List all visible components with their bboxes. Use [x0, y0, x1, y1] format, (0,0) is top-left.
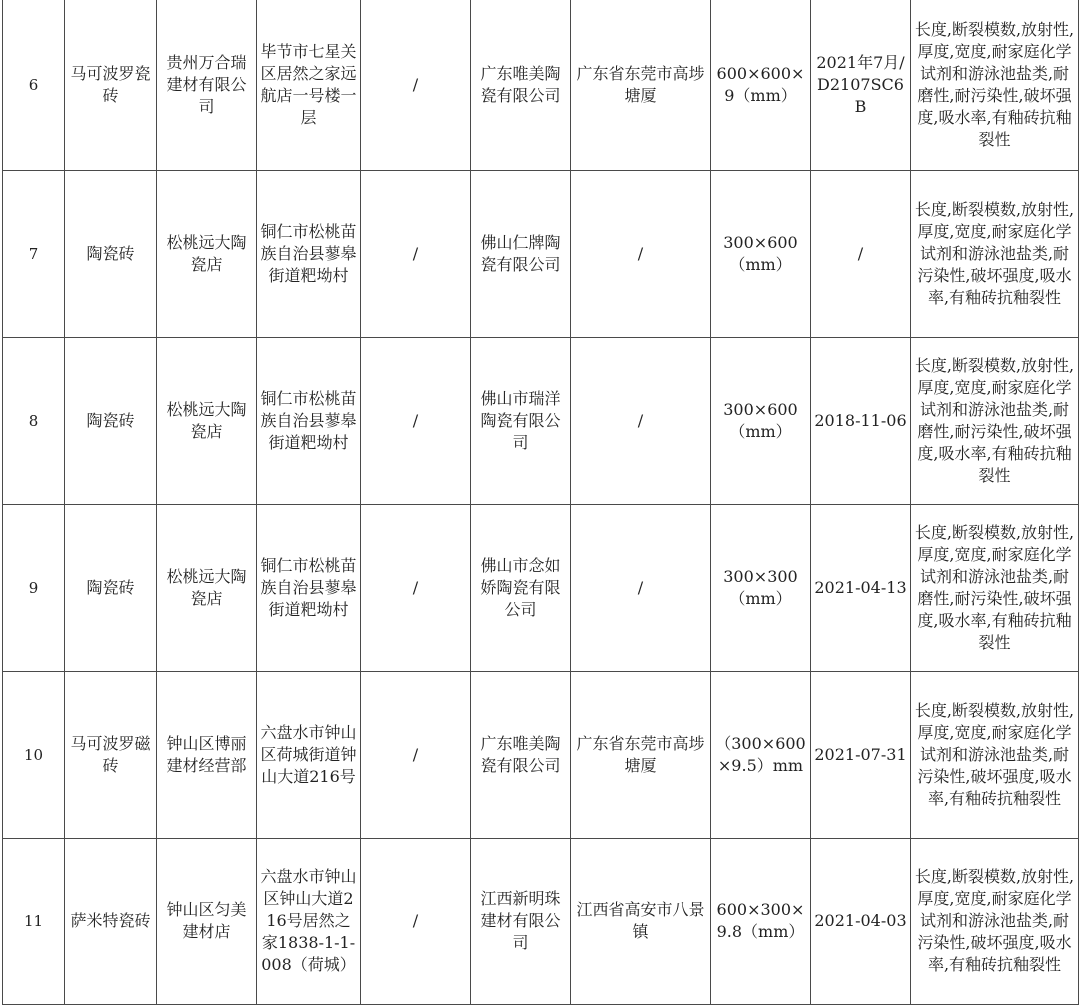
cell-product: 马可波罗瓷砖 — [65, 0, 157, 170]
cell-test-items: 长度,断裂模数,放射性,厚度,宽度,耐家庭化学试剂和游泳池盐类,耐磨性,耐污染性,破坏强度,吸水率,有釉砖抗釉裂性 — [911, 0, 1079, 170]
cell-seller-address: 铜仁市松桃苗族自治县蓼皋街道粑坳村 — [257, 504, 361, 671]
cell-mark: / — [361, 170, 471, 337]
cell-test-items: 长度,断裂模数,放射性,厚度,宽度,耐家庭化学试剂和游泳池盐类,耐磨性,耐污染性,破坏强度,吸水率,有釉砖抗釉裂性 — [911, 337, 1079, 504]
cell-no: 11 — [3, 838, 65, 1004]
cell-spec: 300×600（mm） — [711, 337, 811, 504]
cell-date: 2021-04-03 — [811, 838, 911, 1004]
inspection-results-table — [2, 0, 1079, 1005]
cell-manufacturer: 广东唯美陶瓷有限公司 — [471, 0, 571, 170]
cell-seller: 松桃远大陶瓷店 — [157, 504, 257, 671]
cell-manufacturer: 江西新明珠建材有限公司 — [471, 838, 571, 1004]
cell-date: 2021-04-13 — [811, 504, 911, 671]
cell-mark: / — [361, 838, 471, 1004]
cell-seller-address: 毕节市七星关区居然之家远航店一号楼一层 — [257, 0, 361, 170]
cell-test-items: 长度,断裂模数,放射性,厚度,宽度,耐家庭化学试剂和游泳池盐类,耐污染性,破坏强度,吸水率,有釉砖抗釉裂性 — [911, 170, 1079, 337]
cell-no: 8 — [3, 337, 65, 504]
cell-test-items: 长度,断裂模数,放射性,厚度,宽度,耐家庭化学试剂和游泳池盐类,耐磨性,耐污染性,破坏强度,吸水率,有釉砖抗釉裂性 — [911, 504, 1079, 671]
table-row — [3, 504, 1079, 671]
table-row — [3, 170, 1079, 337]
cell-no: 9 — [3, 504, 65, 671]
cell-seller: 松桃远大陶瓷店 — [157, 337, 257, 504]
cell-mark: / — [361, 0, 471, 170]
cell-seller-address: 铜仁市松桃苗族自治县蓼皋街道粑坳村 — [257, 337, 361, 504]
cell-seller: 贵州万合瑞建材有限公司 — [157, 0, 257, 170]
cell-seller: 钟山区匀美建材店 — [157, 838, 257, 1004]
cell-no: 6 — [3, 0, 65, 170]
cell-product: 萨米特瓷砖 — [65, 838, 157, 1004]
cell-no: 10 — [3, 671, 65, 838]
cell-seller: 松桃远大陶瓷店 — [157, 170, 257, 337]
cell-mark: / — [361, 337, 471, 504]
cell-manufacturer-address: / — [571, 337, 711, 504]
cell-manufacturer-address: 江西省高安市八景镇 — [571, 838, 711, 1004]
cell-spec: 300×300（mm） — [711, 504, 811, 671]
cell-test-items: 长度,断裂模数,放射性,厚度,宽度,耐家庭化学试剂和游泳池盐类,耐污染性,破坏强度,吸水率,有釉砖抗釉裂性 — [911, 671, 1079, 838]
cell-manufacturer-address: / — [571, 504, 711, 671]
cell-date: 2021-07-31 — [811, 671, 911, 838]
cell-mark: / — [361, 671, 471, 838]
cell-manufacturer: 佛山市念如娇陶瓷有限公司 — [471, 504, 571, 671]
cell-manufacturer: 佛山市瑞洋陶瓷有限公司 — [471, 337, 571, 504]
cell-spec: 600×300×9.8（mm） — [711, 838, 811, 1004]
table-row — [3, 671, 1079, 838]
cell-manufacturer-address: / — [571, 170, 711, 337]
table-row — [3, 337, 1079, 504]
cell-seller: 钟山区博丽建材经营部 — [157, 671, 257, 838]
cell-manufacturer-address: 广东省东莞市高埗塘厦 — [571, 0, 711, 170]
cell-seller-address: 六盘水市钟山区钟山大道216号居然之家1838-1-1-008（荷城） — [257, 838, 361, 1004]
cell-date: 2018-11-06 — [811, 337, 911, 504]
cell-spec: 300×600（mm） — [711, 170, 811, 337]
cell-product: 陶瓷砖 — [65, 170, 157, 337]
cell-product: 马可波罗磁砖 — [65, 671, 157, 838]
cell-product: 陶瓷砖 — [65, 337, 157, 504]
cell-spec: （300×600×9.5）mm — [711, 671, 811, 838]
cell-manufacturer: 广东唯美陶瓷有限公司 — [471, 671, 571, 838]
cell-seller-address: 铜仁市松桃苗族自治县蓼皋街道粑坳村 — [257, 170, 361, 337]
cell-date: / — [811, 170, 911, 337]
cell-product: 陶瓷砖 — [65, 504, 157, 671]
cell-date: 2021年7月/D2107SC6B — [811, 0, 911, 170]
table-row — [3, 0, 1079, 170]
cell-no: 7 — [3, 170, 65, 337]
cell-seller-address: 六盘水市钟山区荷城街道钟山大道216号 — [257, 671, 361, 838]
table-row — [3, 838, 1079, 1004]
cell-test-items: 长度,断裂模数,放射性,厚度,宽度,耐家庭化学试剂和游泳池盐类,耐污染性,破坏强度,吸水率,有釉砖抗釉裂性 — [911, 838, 1079, 1004]
cell-manufacturer-address: 广东省东莞市高埗塘厦 — [571, 671, 711, 838]
cell-mark: / — [361, 504, 471, 671]
cell-spec: 600×600×9（mm） — [711, 0, 811, 170]
cell-manufacturer: 佛山仁牌陶瓷有限公司 — [471, 170, 571, 337]
